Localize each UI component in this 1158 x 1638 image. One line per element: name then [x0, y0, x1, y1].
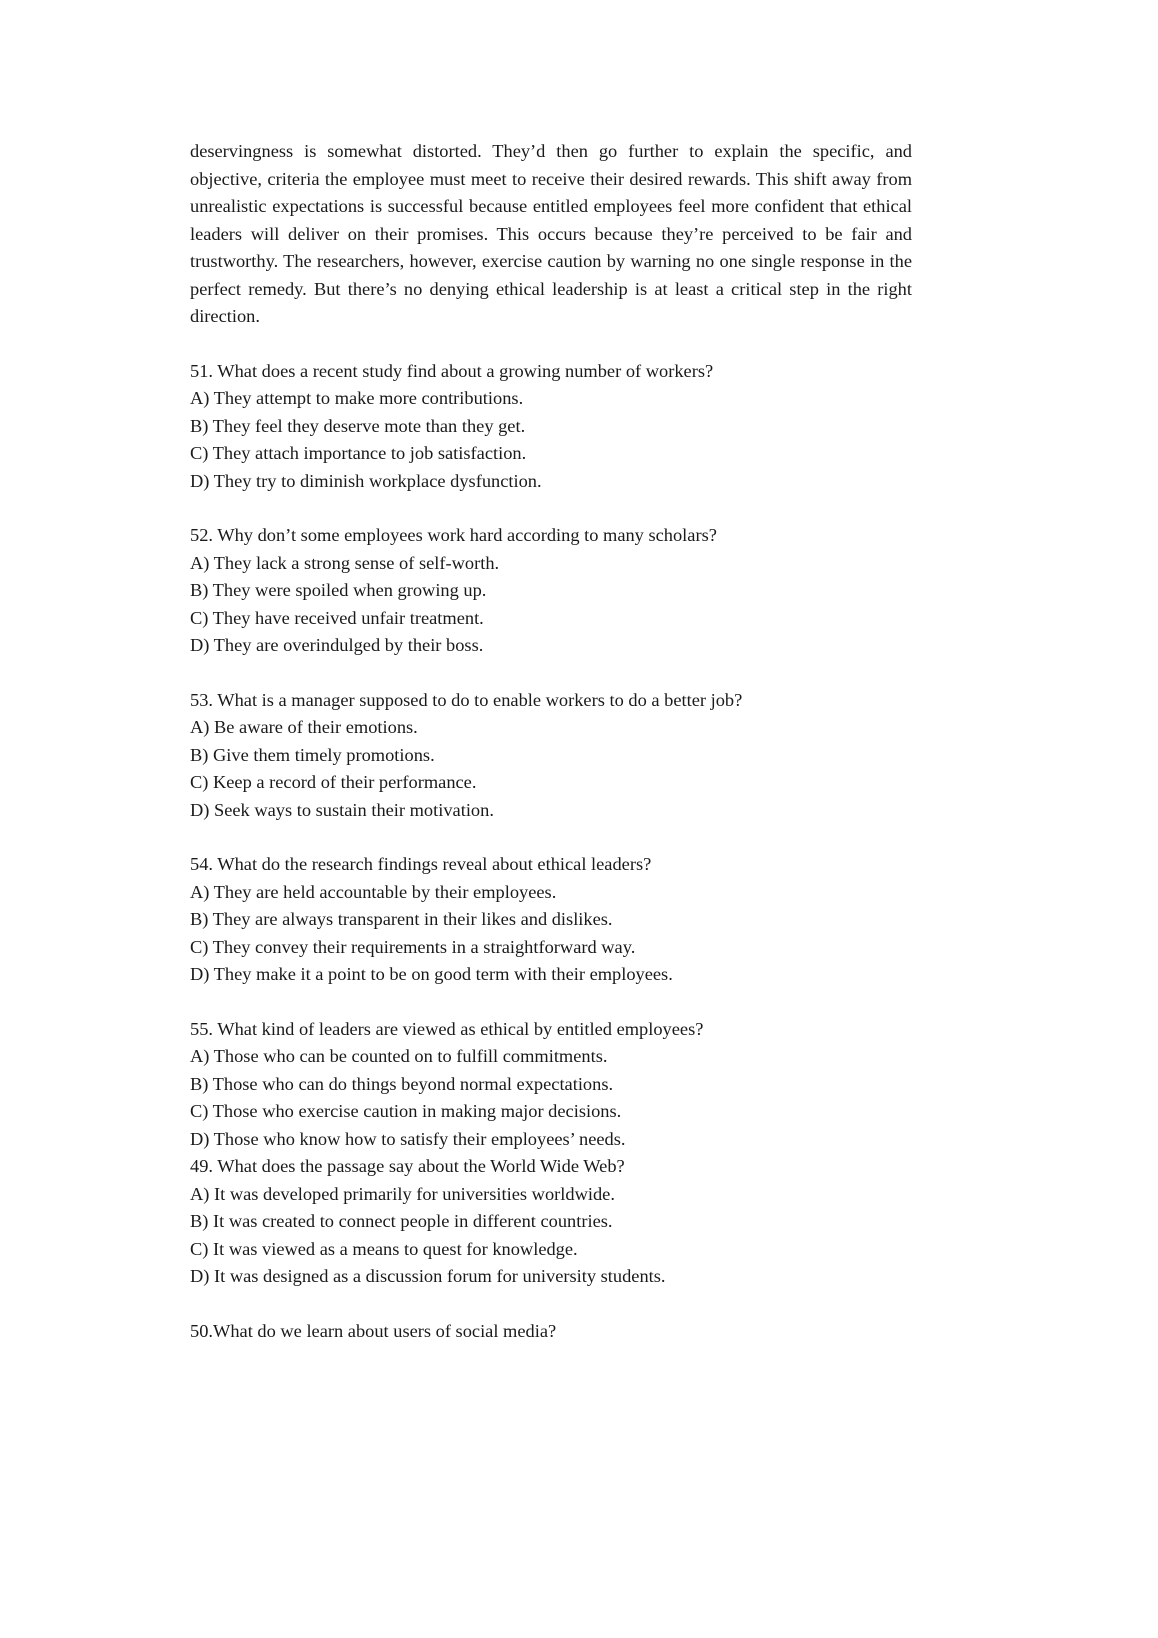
- question-stem: 54. What do the research findings reveal about ethical leaders?: [190, 854, 652, 874]
- question-stem: 50.What do we learn about users of social media?: [190, 1320, 557, 1341]
- option-d: D) They try to diminish workplace dysfunction.: [190, 470, 542, 491]
- question-55: [190, 1016, 912, 1154]
- option-a: A) Those who can be counted on to fulfill commitments.: [190, 1046, 608, 1066]
- question-stem: 52. Why don’t some employees work hard according to many scholars?: [190, 525, 717, 545]
- option-a: A) Be aware of their emotions.: [190, 717, 418, 737]
- question-50: [190, 1318, 912, 1346]
- question-stem: 55. What kind of leaders are viewed as ethical by entitled employees?: [190, 1018, 704, 1039]
- option-d: D) They make it a point to be on good term with their employees.: [190, 964, 673, 984]
- question-49: [190, 1153, 912, 1291]
- document-page: [190, 138, 912, 1345]
- option-d: D) Those who know how to satisfy their employees’ needs.: [190, 1128, 626, 1149]
- question-54: [190, 851, 912, 989]
- question-53: [190, 687, 912, 825]
- option-b: B) Give them timely promotions.: [190, 744, 435, 765]
- option-b: B) They are always transparent in their likes and dislikes.: [190, 909, 613, 929]
- question-52: [190, 522, 912, 660]
- question-stem: 49. What does the passage say about the World Wide Web?: [190, 1156, 625, 1176]
- option-a: A) They are held accountable by their employees.: [190, 881, 557, 902]
- option-c: C) It was viewed as a means to quest for knowledge.: [190, 1238, 578, 1259]
- option-b: B) They were spoiled when growing up.: [190, 580, 487, 600]
- question-stem: 53. What is a manager supposed to do to enable workers to do a better job?: [190, 689, 743, 710]
- option-d: D) Seek ways to sustain their motivation.: [190, 799, 494, 820]
- option-a: A) They lack a strong sense of self-worth.: [190, 552, 500, 573]
- option-b: B) Those who can do things beyond normal expectations.: [190, 1073, 614, 1094]
- option-a: A) It was developed primarily for universities worldwide.: [190, 1183, 615, 1204]
- option-b: B) It was created to connect people in different countries.: [190, 1211, 613, 1231]
- option-a: A) They attempt to make more contributions.: [190, 388, 524, 408]
- option-d: D) It was designed as a discussion forum for university students.: [190, 1266, 666, 1286]
- option-d: D) They are overindulged by their boss.: [190, 635, 484, 655]
- option-c: C) They have received unfair treatment.: [190, 607, 484, 628]
- option-c: C) They convey their requirements in a straightforward way.: [190, 936, 636, 957]
- option-c: C) They attach importance to job satisfaction.: [190, 443, 527, 463]
- question-stem: 51. What does a recent study find about a growing number of workers?: [190, 360, 714, 381]
- question-51: [190, 358, 912, 496]
- option-c: C) Keep a record of their performance.: [190, 772, 477, 792]
- option-c: C) Those who exercise caution in making major decisions.: [190, 1101, 622, 1121]
- passage-text: deservingness is somewhat distorted. They’d then go further to explain the specific, and objective, criteria the employee must meet to receive their desired rewards. This shift away from unrealistic expectations is successful because entitled employees feel more confident that ethical leaders will deliver on their promises. This occurs because they’re perceived to be fair and trustworthy. The researchers, however, exercise caution by warning no one single response in the perfect remedy. But there’s no denying ethical leadership is at least a critical step in the right direction.: [190, 141, 912, 326]
- option-b: B) They feel they deserve mote than they get.: [190, 415, 526, 436]
